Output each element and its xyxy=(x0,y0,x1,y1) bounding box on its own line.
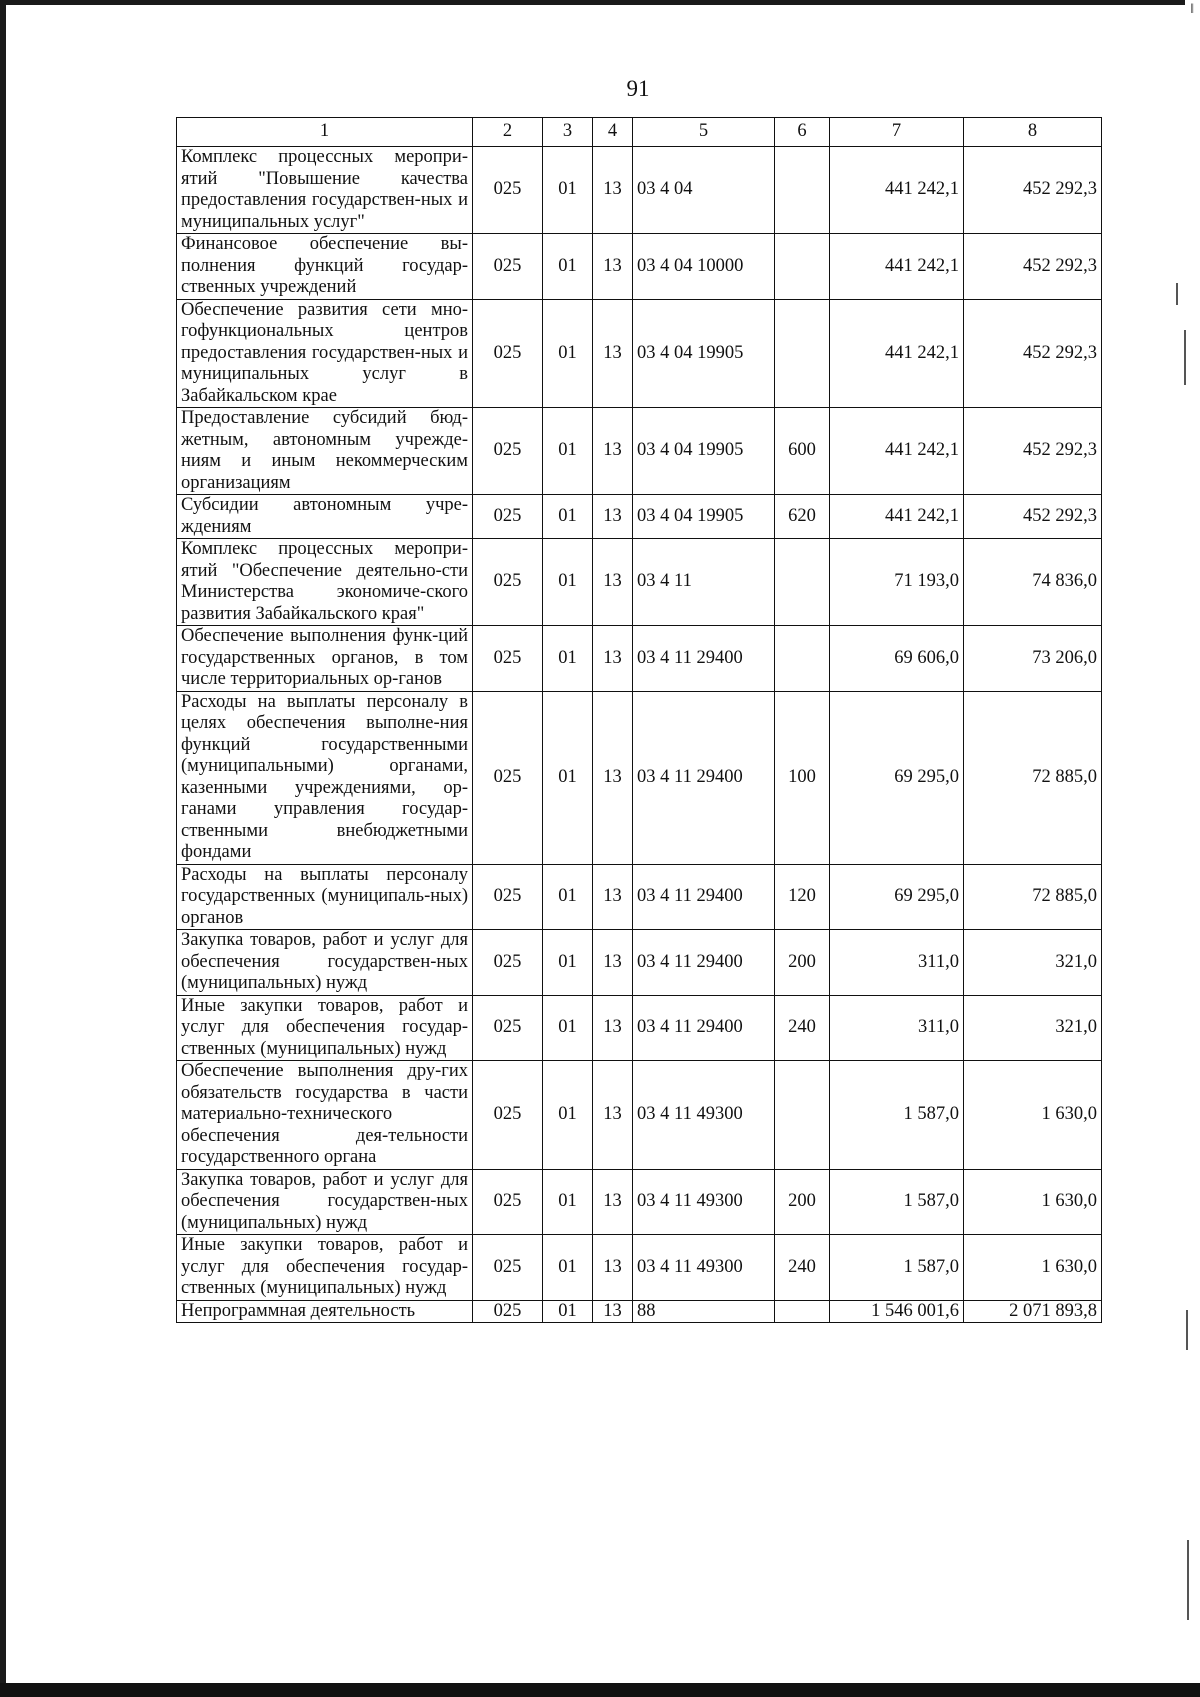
expense-type-code: 100 xyxy=(775,691,830,864)
amount-col-8: 321,0 xyxy=(964,930,1102,996)
section-code: 01 xyxy=(543,864,593,930)
amount-col-7: 441 242,1 xyxy=(830,234,964,300)
row-name: Расходы на выплаты персоналу в целях обеспечения выполне-ния функций государственными (муниципальными) органами, казенными учреждениями, ор-ганами управления государ-ственными внебюджетными фондами xyxy=(177,691,473,864)
target-article-code: 03 4 11 29400 xyxy=(633,995,775,1061)
amount-col-7: 311,0 xyxy=(830,930,964,996)
target-article-code: 03 4 04 19905 xyxy=(633,495,775,539)
ministry-code: 025 xyxy=(473,408,543,495)
table-row xyxy=(177,539,1102,626)
amount-col-7: 69 295,0 xyxy=(830,691,964,864)
section-code: 01 xyxy=(543,539,593,626)
expense-type-code xyxy=(775,234,830,300)
amount-col-7: 441 242,1 xyxy=(830,147,964,234)
table-row xyxy=(177,995,1102,1061)
target-article-code: 03 4 04 10000 xyxy=(633,234,775,300)
amount-col-8: 72 885,0 xyxy=(964,864,1102,930)
subsection-code: 13 xyxy=(593,1061,633,1170)
amount-col-7: 441 242,1 xyxy=(830,299,964,408)
table-row xyxy=(177,234,1102,300)
column-header: 4 xyxy=(593,118,633,147)
table-row xyxy=(177,930,1102,996)
row-name: Закупка товаров, работ и услуг для обеспечения государствен-ных (муниципальных) нужд xyxy=(177,930,473,996)
amount-col-8: 1 630,0 xyxy=(964,1061,1102,1170)
row-name: Обеспечение выполнения функ-ций государственных органов, в том числе территориальных ор-ганов xyxy=(177,626,473,692)
budget-table xyxy=(176,117,1102,1323)
row-name: Обеспечение развития сети мно-гофункциональных центров предоставления государствен-ных и муниципальных услуг в Забайкальском крае xyxy=(177,299,473,408)
ministry-code: 025 xyxy=(473,626,543,692)
expense-type-code: 120 xyxy=(775,864,830,930)
row-name: Обеспечение выполнения дру-гих обязательств государства в части материально-технического обеспечения дея-тельности государственного органа xyxy=(177,1061,473,1170)
scan-edge-bottom xyxy=(0,1683,1200,1697)
section-code: 01 xyxy=(543,691,593,864)
subsection-code: 13 xyxy=(593,691,633,864)
target-article-code: 03 4 11 29400 xyxy=(633,930,775,996)
target-article-code: 03 4 11 29400 xyxy=(633,626,775,692)
column-header: 8 xyxy=(964,118,1102,147)
column-header: 3 xyxy=(543,118,593,147)
amount-col-7: 1 546 001,6 xyxy=(830,1300,964,1323)
column-header: 2 xyxy=(473,118,543,147)
table-row xyxy=(177,1169,1102,1235)
amount-col-7: 311,0 xyxy=(830,995,964,1061)
expense-type-code xyxy=(775,299,830,408)
scan-artifact-tick xyxy=(1187,1540,1189,1620)
scan-artifact-tick xyxy=(1184,330,1186,385)
column-header: 1 xyxy=(177,118,473,147)
row-name: Иные закупки товаров, работ и услуг для обеспечения государ-ственных (муниципальных) нужд xyxy=(177,995,473,1061)
section-code: 01 xyxy=(543,995,593,1061)
ministry-code: 025 xyxy=(473,1300,543,1323)
row-name: Финансовое обеспечение вы-полнения функций государ-ственных учреждений xyxy=(177,234,473,300)
subsection-code: 13 xyxy=(593,1169,633,1235)
amount-col-8: 2 071 893,8 xyxy=(964,1300,1102,1323)
amount-col-7: 1 587,0 xyxy=(830,1235,964,1301)
expense-type-code: 200 xyxy=(775,930,830,996)
scan-artifact-tick xyxy=(1176,283,1178,305)
row-name: Комплекс процессных меропри-ятий "Обеспечение деятельно-сти Министерства экономиче-ского развития Забайкальского края" xyxy=(177,539,473,626)
subsection-code: 13 xyxy=(593,1235,633,1301)
row-name: Комплекс процессных меропри-ятий "Повышение качества предоставления государствен-ных и муниципальных услуг" xyxy=(177,147,473,234)
subsection-code: 13 xyxy=(593,495,633,539)
column-header: 7 xyxy=(830,118,964,147)
table-row xyxy=(177,1235,1102,1301)
amount-col-8: 452 292,3 xyxy=(964,495,1102,539)
amount-col-7: 1 587,0 xyxy=(830,1169,964,1235)
table-row xyxy=(177,691,1102,864)
amount-col-8: 1 630,0 xyxy=(964,1169,1102,1235)
table-row xyxy=(177,1061,1102,1170)
section-code: 01 xyxy=(543,626,593,692)
section-code: 01 xyxy=(543,408,593,495)
table-row xyxy=(177,299,1102,408)
ministry-code: 025 xyxy=(473,147,543,234)
ministry-code: 025 xyxy=(473,495,543,539)
section-code: 01 xyxy=(543,495,593,539)
scan-artifact-mark: ‖ xyxy=(1190,2,1194,17)
section-code: 01 xyxy=(543,1169,593,1235)
target-article-code: 03 4 11 29400 xyxy=(633,691,775,864)
amount-col-8: 321,0 xyxy=(964,995,1102,1061)
section-code: 01 xyxy=(543,147,593,234)
expense-type-code xyxy=(775,539,830,626)
amount-col-8: 74 836,0 xyxy=(964,539,1102,626)
target-article-code: 03 4 11 49300 xyxy=(633,1169,775,1235)
amount-col-7: 69 295,0 xyxy=(830,864,964,930)
subsection-code: 13 xyxy=(593,626,633,692)
expense-type-code: 240 xyxy=(775,995,830,1061)
table-row xyxy=(177,408,1102,495)
section-code: 01 xyxy=(543,1061,593,1170)
subsection-code: 13 xyxy=(593,864,633,930)
amount-col-8: 72 885,0 xyxy=(964,691,1102,864)
table-row xyxy=(177,147,1102,234)
ministry-code: 025 xyxy=(473,234,543,300)
scan-artifact-tick xyxy=(1186,1310,1188,1350)
subsection-code: 13 xyxy=(593,995,633,1061)
amount-col-8: 73 206,0 xyxy=(964,626,1102,692)
subsection-code: 13 xyxy=(593,408,633,495)
expense-type-code xyxy=(775,626,830,692)
amount-col-7: 441 242,1 xyxy=(830,495,964,539)
expense-type-code: 620 xyxy=(775,495,830,539)
expense-type-code: 240 xyxy=(775,1235,830,1301)
target-article-code: 03 4 11 49300 xyxy=(633,1061,775,1170)
scan-edge-top xyxy=(0,0,1185,5)
table-row xyxy=(177,864,1102,930)
amount-col-8: 452 292,3 xyxy=(964,299,1102,408)
row-name: Непрограммная деятельность xyxy=(177,1300,473,1323)
ministry-code: 025 xyxy=(473,995,543,1061)
ministry-code: 025 xyxy=(473,864,543,930)
row-name: Иные закупки товаров, работ и услуг для обеспечения государ-ственных (муниципальных) нужд xyxy=(177,1235,473,1301)
section-code: 01 xyxy=(543,1235,593,1301)
target-article-code: 03 4 04 xyxy=(633,147,775,234)
ministry-code: 025 xyxy=(473,1061,543,1170)
expense-type-code xyxy=(775,1300,830,1323)
page-number: 91 xyxy=(626,76,650,101)
target-article-code: 03 4 04 19905 xyxy=(633,408,775,495)
ministry-code: 025 xyxy=(473,539,543,626)
amount-col-7: 441 242,1 xyxy=(830,408,964,495)
target-article-code: 03 4 11 xyxy=(633,539,775,626)
ministry-code: 025 xyxy=(473,299,543,408)
ministry-code: 025 xyxy=(473,930,543,996)
amount-col-7: 1 587,0 xyxy=(830,1061,964,1170)
target-article-code: 88 xyxy=(633,1300,775,1323)
target-article-code: 03 4 11 29400 xyxy=(633,864,775,930)
column-header: 6 xyxy=(775,118,830,147)
target-article-code: 03 4 04 19905 xyxy=(633,299,775,408)
expense-type-code xyxy=(775,1061,830,1170)
column-header: 5 xyxy=(633,118,775,147)
section-code: 01 xyxy=(543,1300,593,1323)
ministry-code: 025 xyxy=(473,691,543,864)
subsection-code: 13 xyxy=(593,147,633,234)
table-row xyxy=(177,495,1102,539)
amount-col-8: 452 292,3 xyxy=(964,234,1102,300)
expense-type-code xyxy=(775,147,830,234)
subsection-code: 13 xyxy=(593,930,633,996)
ministry-code: 025 xyxy=(473,1169,543,1235)
ministry-code: 025 xyxy=(473,1235,543,1301)
table-row xyxy=(177,1300,1102,1323)
expense-type-code: 600 xyxy=(775,408,830,495)
table-row xyxy=(177,626,1102,692)
row-name: Расходы на выплаты персоналу государственных (муниципаль-ных) органов xyxy=(177,864,473,930)
amount-col-8: 452 292,3 xyxy=(964,147,1102,234)
subsection-code: 13 xyxy=(593,234,633,300)
subsection-code: 13 xyxy=(593,1300,633,1323)
target-article-code: 03 4 11 49300 xyxy=(633,1235,775,1301)
row-name: Субсидии автономным учре-ждениям xyxy=(177,495,473,539)
section-code: 01 xyxy=(543,234,593,300)
expense-type-code: 200 xyxy=(775,1169,830,1235)
amount-col-7: 69 606,0 xyxy=(830,626,964,692)
amount-col-7: 71 193,0 xyxy=(830,539,964,626)
header-row xyxy=(177,118,1102,147)
scan-edge-left xyxy=(0,0,6,1697)
row-name: Закупка товаров, работ и услуг для обеспечения государствен-ных (муниципальных) нужд xyxy=(177,1169,473,1235)
row-name: Предоставление субсидий бюд-жетным, автономным учрежде-ниям и иным некоммерческим организациям xyxy=(177,408,473,495)
amount-col-8: 452 292,3 xyxy=(964,408,1102,495)
section-code: 01 xyxy=(543,299,593,408)
subsection-code: 13 xyxy=(593,539,633,626)
section-code: 01 xyxy=(543,930,593,996)
amount-col-8: 1 630,0 xyxy=(964,1235,1102,1301)
subsection-code: 13 xyxy=(593,299,633,408)
